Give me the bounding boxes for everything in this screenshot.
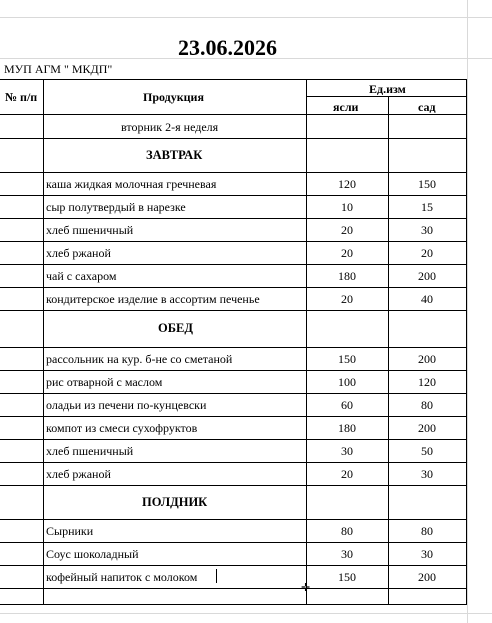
nursery-value: 100 [338, 375, 356, 389]
header-garden: сад [418, 100, 436, 114]
garden-value: 200 [418, 570, 436, 584]
nursery-value: 20 [341, 223, 353, 237]
product-name: Соус шоколадный [46, 547, 139, 561]
nursery-value: 10 [341, 200, 353, 214]
header-number: № п/п [5, 90, 38, 104]
section-snack: ПОЛДНИК [142, 495, 208, 509]
nursery-value: 120 [338, 177, 356, 191]
garden-value: 200 [418, 352, 436, 366]
garden-value: 30 [421, 547, 433, 561]
table-border [0, 565, 467, 566]
product-name: компот из смеси сухофруктов [46, 421, 198, 435]
header-nursery: ясли [333, 100, 359, 114]
day-label: вторник 2-я неделя [121, 120, 219, 134]
text-cursor [216, 569, 217, 583]
nursery-value: 180 [338, 269, 356, 283]
table-border [0, 79, 467, 80]
table-border [0, 310, 467, 311]
nursery-value: 150 [338, 352, 356, 366]
table-border [466, 79, 467, 605]
table-border [0, 588, 467, 589]
table-border [0, 542, 467, 543]
nursery-value: 80 [341, 524, 353, 538]
garden-value: 200 [418, 269, 436, 283]
nursery-value: 20 [341, 246, 353, 260]
table-border [0, 172, 467, 173]
garden-value: 150 [418, 177, 436, 191]
product-name: хлеб ржаной [46, 467, 111, 481]
table-border [0, 114, 467, 115]
garden-value: 120 [418, 375, 436, 389]
nursery-value: 150 [338, 570, 356, 584]
table-border [0, 287, 467, 288]
table-border [0, 439, 467, 440]
product-name[interactable]: кофейный напиток с молоком [46, 570, 198, 584]
product-name: оладьи из печени по-кунцевски [46, 398, 207, 412]
date-title: 23.06.2026 [178, 35, 277, 60]
product-name: кондитерское изделие в ассортим печенье [46, 292, 260, 306]
product-name: сыр полутвердый в нарезке [46, 200, 186, 214]
resize-handle-icon[interactable]: ✛ [301, 581, 311, 594]
table-border [43, 79, 44, 605]
product-name: чай с сахаром [46, 269, 117, 283]
garden-value: 50 [421, 444, 433, 458]
garden-value: 30 [421, 223, 433, 237]
grid-line [467, 0, 468, 623]
table-border [0, 195, 467, 196]
garden-value: 30 [421, 467, 433, 481]
product-name: рис отварной с маслом [46, 375, 163, 389]
garden-value: 15 [421, 200, 433, 214]
table-border [0, 241, 467, 242]
product-name: хлеб ржаной [46, 246, 111, 260]
table-border [0, 370, 467, 371]
nursery-value: 30 [341, 547, 353, 561]
header-product: Продукция [143, 90, 204, 104]
organization-name: МУП АГМ " МКДП" [4, 62, 113, 76]
table-border [0, 485, 467, 486]
nursery-value: 60 [341, 398, 353, 412]
nursery-value: 30 [341, 444, 353, 458]
garden-value: 20 [421, 246, 433, 260]
product-name: хлеб пшеничный [46, 444, 134, 458]
section-lunch: ОБЕД [158, 321, 193, 335]
section-breakfast: ЗАВТРАК [146, 148, 203, 162]
product-name: каша жидкая молочная гречневая [46, 177, 217, 191]
table-border [0, 138, 467, 139]
header-unit: Ед.изм [369, 82, 406, 96]
grid-line [0, 17, 492, 18]
table-border [0, 218, 467, 219]
table-border [0, 604, 467, 605]
table-border [0, 347, 467, 348]
nursery-value: 20 [341, 292, 353, 306]
table-border [306, 96, 467, 97]
table-border [0, 393, 467, 394]
garden-value: 80 [421, 398, 433, 412]
garden-value: 200 [418, 421, 436, 435]
product-name: хлеб пшеничный [46, 223, 134, 237]
table-border [0, 519, 467, 520]
grid-line [0, 613, 492, 614]
table-border [0, 462, 467, 463]
product-name: рассольник на кур. б-не со сметаной [46, 352, 233, 366]
table-border [0, 264, 467, 265]
garden-value: 80 [421, 524, 433, 538]
nursery-value: 180 [338, 421, 356, 435]
garden-value: 40 [421, 292, 433, 306]
nursery-value: 20 [341, 467, 353, 481]
product-name: Сырники [46, 524, 94, 538]
table-border [0, 416, 467, 417]
